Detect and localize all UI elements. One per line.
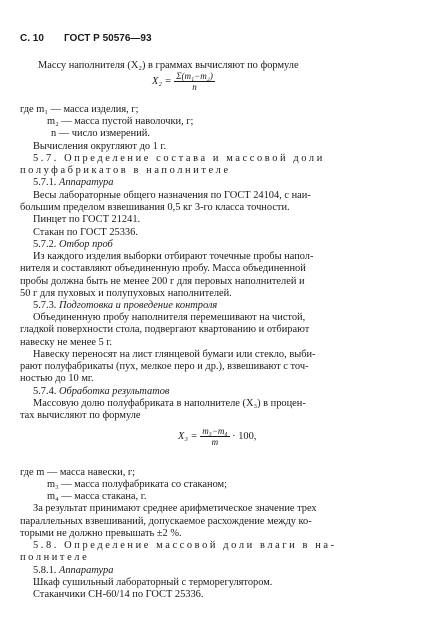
text-line: ностью до 10 мг.: [20, 373, 94, 384]
text-line: где m₁ — масса изделия, г;: [20, 104, 139, 115]
text-line: n — число измерений.: [51, 128, 150, 139]
formula-numerator: m₃−m₄: [202, 426, 228, 436]
text-line: m₄ — масса стакана, г.: [47, 491, 147, 502]
formula-lhs: X₂ =: [152, 75, 172, 87]
section-heading: 5.7. Определение состава и массовой доли: [33, 153, 325, 164]
subsection-number: 5.8.1.: [33, 565, 59, 576]
text-line: m₂ — масса пустой наволочки, г;: [47, 116, 194, 127]
subsection-heading: [33, 565, 113, 577]
subsection-heading: [33, 386, 169, 398]
formula-fraction: [174, 71, 215, 92]
subsection-number: 5.7.3.: [33, 300, 59, 311]
text-line: где m — масса навески, г;: [20, 467, 136, 478]
formula-x3: [178, 426, 256, 447]
text-line: Шкаф сушильный лабораторный с терморегулятором.: [33, 577, 273, 588]
subsection-title: Аппаратура: [58, 565, 114, 576]
text-line: Навеску переносят на лист глянцевой бумаги или стекло, выби-: [33, 349, 316, 360]
subsection-title: Аппаратура: [58, 177, 114, 188]
page-number: С. 10: [20, 33, 44, 44]
text-line: рают полуфабрикаты (пух, мелкое перо и др.), взвешивают с точ-: [20, 361, 309, 372]
formula-numerator: Σ(m₁−m₂): [176, 71, 213, 81]
text-line: Массу наполнителя (X₂) в граммах вычисляют по формуле: [38, 60, 299, 71]
subsection-heading: [33, 239, 113, 251]
subsection-number: 5.7.2.: [33, 239, 59, 250]
text-line: Пинцет по ГОСТ 21241.: [33, 214, 141, 225]
text-line: Вычисления округляют до 1 г.: [33, 141, 167, 152]
formula-x2: [152, 71, 215, 92]
formula-denominator: m: [211, 437, 219, 447]
text-line: Из каждого изделия выборки отбирают точечные пробы напол-: [33, 251, 314, 262]
text-line: Стакан по ГОСТ 25336.: [33, 227, 138, 238]
text-line: параллельных взвешиваний, допускаемое расхождение между ко-: [20, 516, 312, 527]
formula-multiplier: · 100,: [232, 430, 257, 442]
text-line: тах вычисляют по формуле: [20, 410, 141, 421]
text-line: большим пределом взвешивания 0,5 кг 3-го класса точности.: [20, 202, 290, 213]
text-line: Стаканчики СН-60/14 по ГОСТ 25336.: [33, 589, 204, 600]
subsection-heading: [33, 300, 217, 312]
formula-lhs: X₃ =: [178, 430, 198, 442]
text-line: m₃ — масса полуфабриката со стаканом;: [47, 479, 228, 490]
formula-fraction: [200, 426, 229, 447]
section-heading: полуфабрикатов в наполнителе: [20, 165, 231, 176]
text-line: гладкой поверхности стола, подвергают квартованию и отбирают: [20, 324, 310, 335]
subsection-heading: [33, 177, 113, 189]
text-line: навеску не менее 5 г.: [20, 337, 113, 348]
subsection-title: Подготовка и проведение контроля: [58, 300, 218, 311]
text-line: Объединенную пробу наполнителя перемешивают на чистой,: [33, 312, 306, 323]
text-line: торыми не должно превышать ±2 %.: [20, 528, 182, 539]
subsection-number: 5.7.1.: [33, 177, 59, 188]
text-line: пробы должна быть не менее 200 г для перовых наполнителей и: [20, 276, 305, 287]
subsection-number: 5.7.4.: [33, 386, 59, 397]
text-line: Массовую долю полуфабриката в наполнителе (X₃) в процен-: [33, 398, 306, 409]
section-heading: полнителе: [20, 552, 90, 563]
text-line: 50 г для пуховых и полупуховых наполнителей.: [20, 288, 232, 299]
text-line: За результат принимают среднее арифметическое значение трех: [33, 503, 317, 514]
text-line: нителя и составляют объединенную пробу. Масса объединенной: [20, 263, 306, 274]
text-line: Весы лабораторные общего назначения по ГОСТ 24104, с наи-: [33, 190, 311, 201]
subsection-title: Отбор проб: [58, 239, 113, 250]
standard-id: ГОСТ Р 50576—93: [64, 33, 152, 44]
section-heading: 5.8. Определение массовой доли влаги в на-: [33, 540, 337, 551]
formula-denominator: n: [192, 82, 197, 92]
subsection-title: Обработка результатов: [58, 386, 170, 397]
